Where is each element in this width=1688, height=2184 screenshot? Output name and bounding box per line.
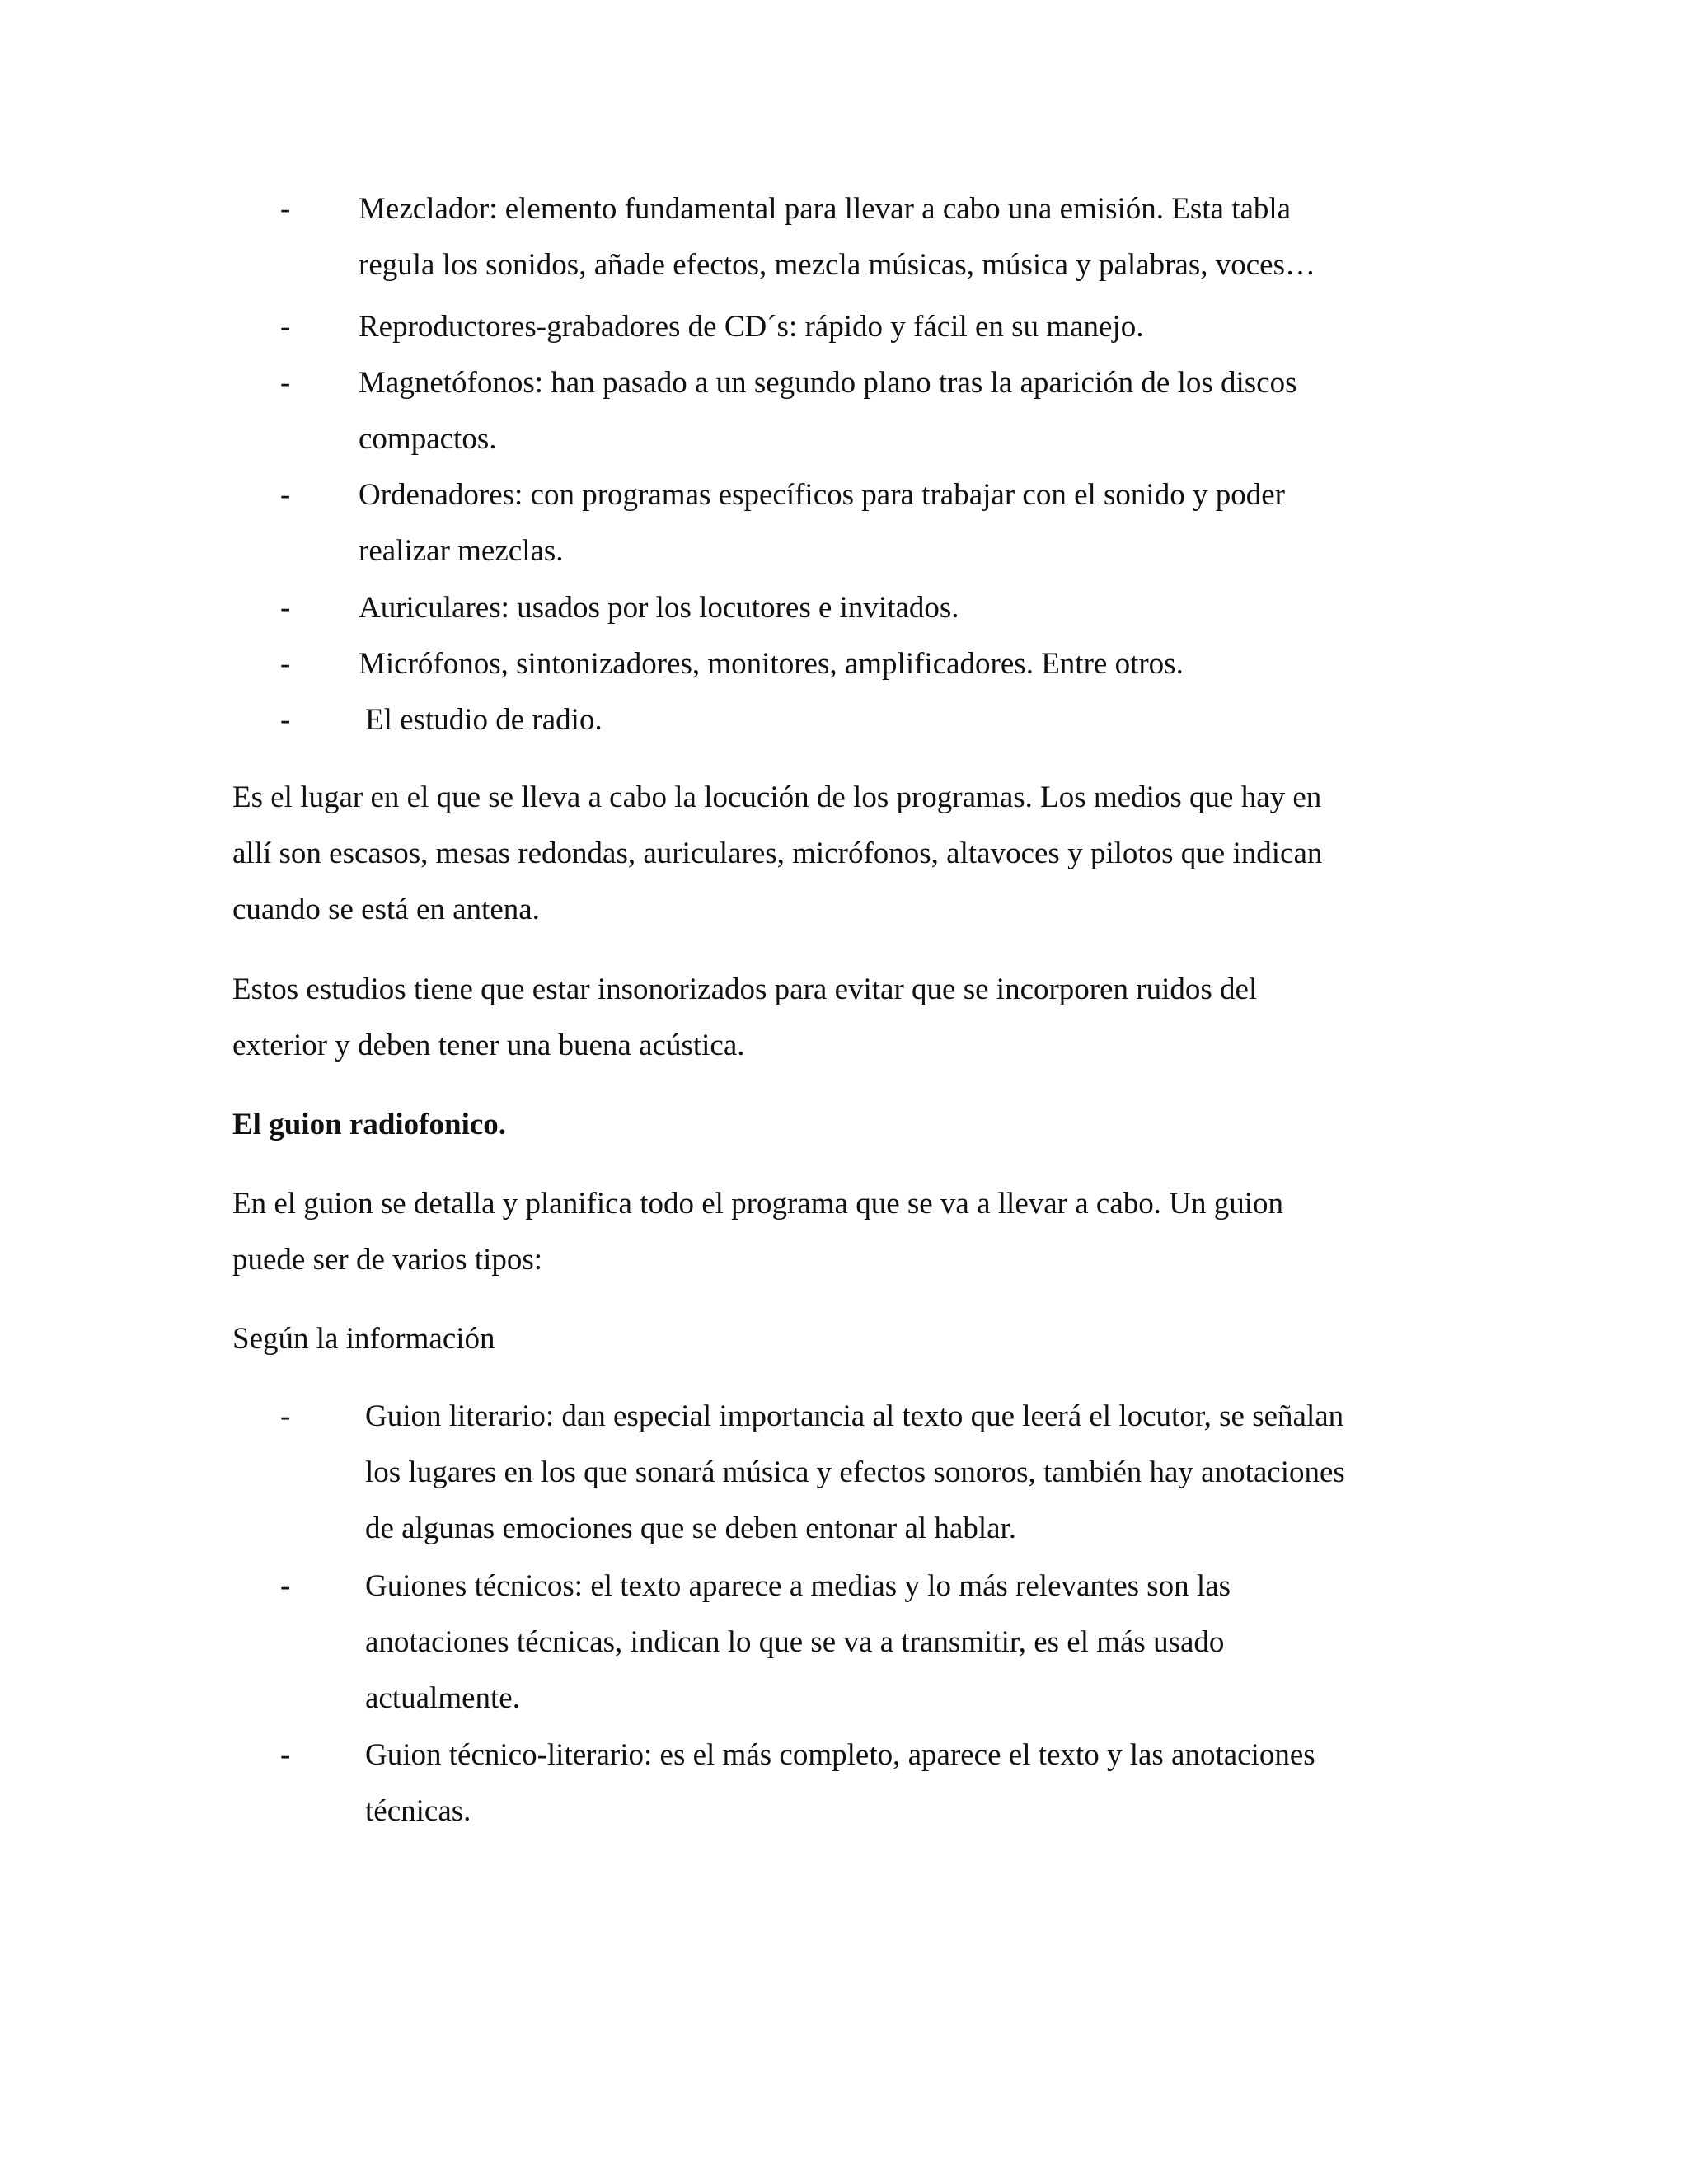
list-item-line: Guion técnico-literario: es el más completo, aparece el texto y las anotaciones [365,1738,1315,1772]
list-item-line: Reproductores-grabadores de CD´s: rápido y fácil en su manejo. [359,310,1144,344]
paragraph-line: exterior y deben tener una buena acústica. [232,1029,745,1062]
list-dash: - [280,1738,291,1772]
list-dash: - [280,366,291,400]
paragraph-segun: Según la información [232,1322,495,1356]
paragraph-line: Estos estudios tiene que estar insonorizados para evitar que se incorporen ruidos del [232,972,1258,1006]
paragraph-line: puede ser de varios tipos: [232,1243,543,1277]
list-dash: - [280,647,291,681]
list-item-line: regula los sonidos, añade efectos, mezcla músicas, música y palabras, voces… [359,248,1316,282]
list-dash: - [280,703,291,737]
list-item-line: Mezclador: elemento fundamental para llevar a cabo una emisión. Esta tabla [359,192,1292,226]
list-dash: - [280,478,291,512]
list-item-line: técnicas. [365,1794,471,1828]
list-item-line: Auriculares: usados por los locutores e invitados. [359,591,959,625]
list-dash: - [280,310,291,344]
paragraph-line: allí son escasos, mesas redondas, auriculares, micrófonos, altavoces y pilotos que indican [232,837,1323,870]
paragraph-line: cuando se está en antena. [232,893,540,926]
list-item-line: de algunas emociones que se deben entonar al hablar. [365,1511,1017,1545]
paragraph-line: En el guion se detalla y planifica todo el programa que se va a llevar a cabo. Un guion [232,1187,1284,1221]
paragraph-line: Es el lugar en el que se lleva a cabo la locución de los programas. Los medios que hay en [232,780,1322,814]
list-item-line: Magnetófonos: han pasado a un segundo plano tras la aparición de los discos [359,366,1297,400]
list-item-line: los lugares en los que sonará música y efectos sonoros, también hay anotaciones [365,1455,1345,1489]
list-dash: - [280,192,291,226]
section-heading: El guion radiofonico. [232,1108,507,1141]
list-item-line: Guiones técnicos: el texto aparece a medias y lo más relevantes son las [365,1569,1231,1603]
list-item-line: Guion literario: dan especial importancia al texto que leerá el locutor, se señalan [365,1399,1344,1433]
list-dash: - [280,1569,291,1603]
list-item-line: El estudio de radio. [365,703,603,737]
list-item-line: actualmente. [365,1681,520,1715]
list-item-line: compactos. [359,422,497,456]
list-dash: - [280,591,291,625]
list-item-line: Ordenadores: con programas específicos para trabajar con el sonido y poder [359,478,1285,512]
list-dash: - [280,1399,291,1433]
list-item-line: anotaciones técnicas, indican lo que se va a transmitir, es el más usado [365,1625,1225,1659]
list-item-line: Micrófonos, sintonizadores, monitores, amplificadores. Entre otros. [359,647,1184,681]
list-item-line: realizar mezclas. [359,534,564,568]
